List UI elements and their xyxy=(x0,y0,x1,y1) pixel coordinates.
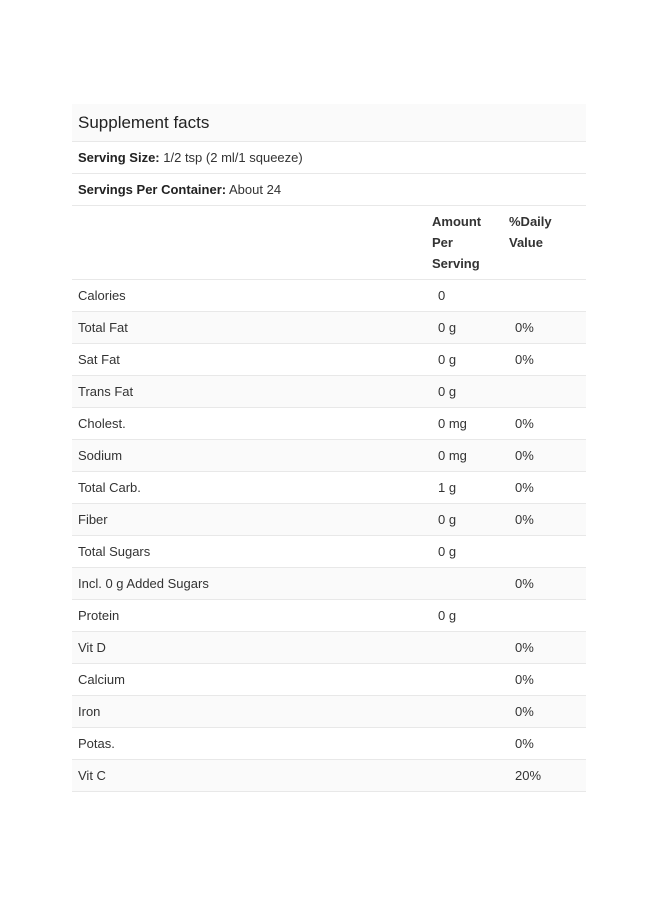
facts-title: Supplement facts xyxy=(72,104,586,142)
daily-value: 0% xyxy=(515,416,534,431)
daily-value: 0% xyxy=(515,672,534,687)
nutrient-name: Incl. 0 g Added Sugars xyxy=(78,576,209,591)
column-header-row xyxy=(72,206,586,280)
nutrient-name: Total Carb. xyxy=(78,480,141,495)
daily-value: 0% xyxy=(515,512,534,527)
amount-header-line: Per xyxy=(432,235,453,250)
nutrient-name: Protein xyxy=(78,608,120,623)
table-row xyxy=(72,664,586,696)
amount-per-serving xyxy=(438,568,515,599)
amount-per-serving: 0 g xyxy=(438,352,457,367)
table-row xyxy=(72,440,586,472)
nutrient-column-header xyxy=(72,206,432,279)
table-row xyxy=(72,728,586,760)
daily-value: 0% xyxy=(515,480,534,495)
nutrient-name: Vit D xyxy=(78,640,106,655)
dv-header-line: %Daily xyxy=(509,214,552,229)
nutrient-name: Calories xyxy=(78,288,126,303)
amount-per-serving xyxy=(438,760,515,791)
table-row xyxy=(72,760,586,792)
table-row xyxy=(72,344,586,376)
daily-value xyxy=(515,376,586,407)
amount-per-serving: 0 g xyxy=(438,544,457,559)
table-row xyxy=(72,696,586,728)
supplement-facts-table xyxy=(72,104,586,792)
servings-per-container-row xyxy=(72,174,586,206)
daily-value: 0% xyxy=(515,320,534,335)
nutrient-name: Calcium xyxy=(78,672,125,687)
nutrient-name: Sodium xyxy=(78,448,123,463)
table-row xyxy=(72,600,586,632)
serving-size-row xyxy=(72,142,586,174)
amount-per-serving: 1 g xyxy=(438,480,457,495)
table-row xyxy=(72,312,586,344)
nutrient-name: Cholest. xyxy=(78,416,126,431)
amount-per-serving: 0 xyxy=(438,288,446,303)
amount-header-line: Serving xyxy=(432,256,480,271)
amount-per-serving xyxy=(438,728,515,759)
daily-value xyxy=(515,600,586,631)
nutrient-name: Iron xyxy=(78,704,101,719)
daily-value: 0% xyxy=(515,704,534,719)
nutrient-rows xyxy=(72,280,586,792)
table-row xyxy=(72,568,586,600)
daily-value: 0% xyxy=(515,576,534,591)
servings-per-container-label: Servings Per Container: xyxy=(78,182,227,197)
daily-value: 20% xyxy=(515,768,542,783)
nutrient-name: Trans Fat xyxy=(78,384,134,399)
amount-header-line: Amount xyxy=(432,214,482,229)
daily-value: 0% xyxy=(515,352,534,367)
daily-value-column-header xyxy=(509,206,580,279)
table-row xyxy=(72,536,586,568)
daily-value: 0% xyxy=(515,640,534,655)
serving-size-value: 1/2 tsp (2 ml/1 squeeze) xyxy=(163,150,303,165)
amount-per-serving: 0 g xyxy=(438,384,457,399)
nutrient-name: Fiber xyxy=(78,512,108,527)
daily-value: 0% xyxy=(515,736,534,751)
table-row xyxy=(72,280,586,312)
table-row xyxy=(72,632,586,664)
table-row xyxy=(72,376,586,408)
dv-header-line: Value xyxy=(509,235,543,250)
amount-per-serving xyxy=(438,632,515,663)
amount-per-serving: 0 g xyxy=(438,320,457,335)
nutrient-name: Sat Fat xyxy=(78,352,120,367)
daily-value: 0% xyxy=(515,448,534,463)
amount-column-header xyxy=(432,206,509,279)
servings-per-container-value: About 24 xyxy=(229,182,282,197)
daily-value xyxy=(515,280,586,311)
table-row xyxy=(72,408,586,440)
nutrient-name: Vit C xyxy=(78,768,106,783)
table-row xyxy=(72,504,586,536)
amount-per-serving: 0 mg xyxy=(438,416,467,431)
daily-value xyxy=(515,536,586,567)
amount-per-serving: 0 mg xyxy=(438,448,467,463)
amount-per-serving: 0 g xyxy=(438,512,457,527)
amount-per-serving xyxy=(438,664,515,695)
table-row xyxy=(72,472,586,504)
amount-per-serving: 0 g xyxy=(438,608,457,623)
nutrient-name: Potas. xyxy=(78,736,115,751)
nutrient-name: Total Fat xyxy=(78,320,128,335)
nutrient-name: Total Sugars xyxy=(78,544,151,559)
amount-per-serving xyxy=(438,696,515,727)
serving-size-label: Serving Size: xyxy=(78,150,160,165)
